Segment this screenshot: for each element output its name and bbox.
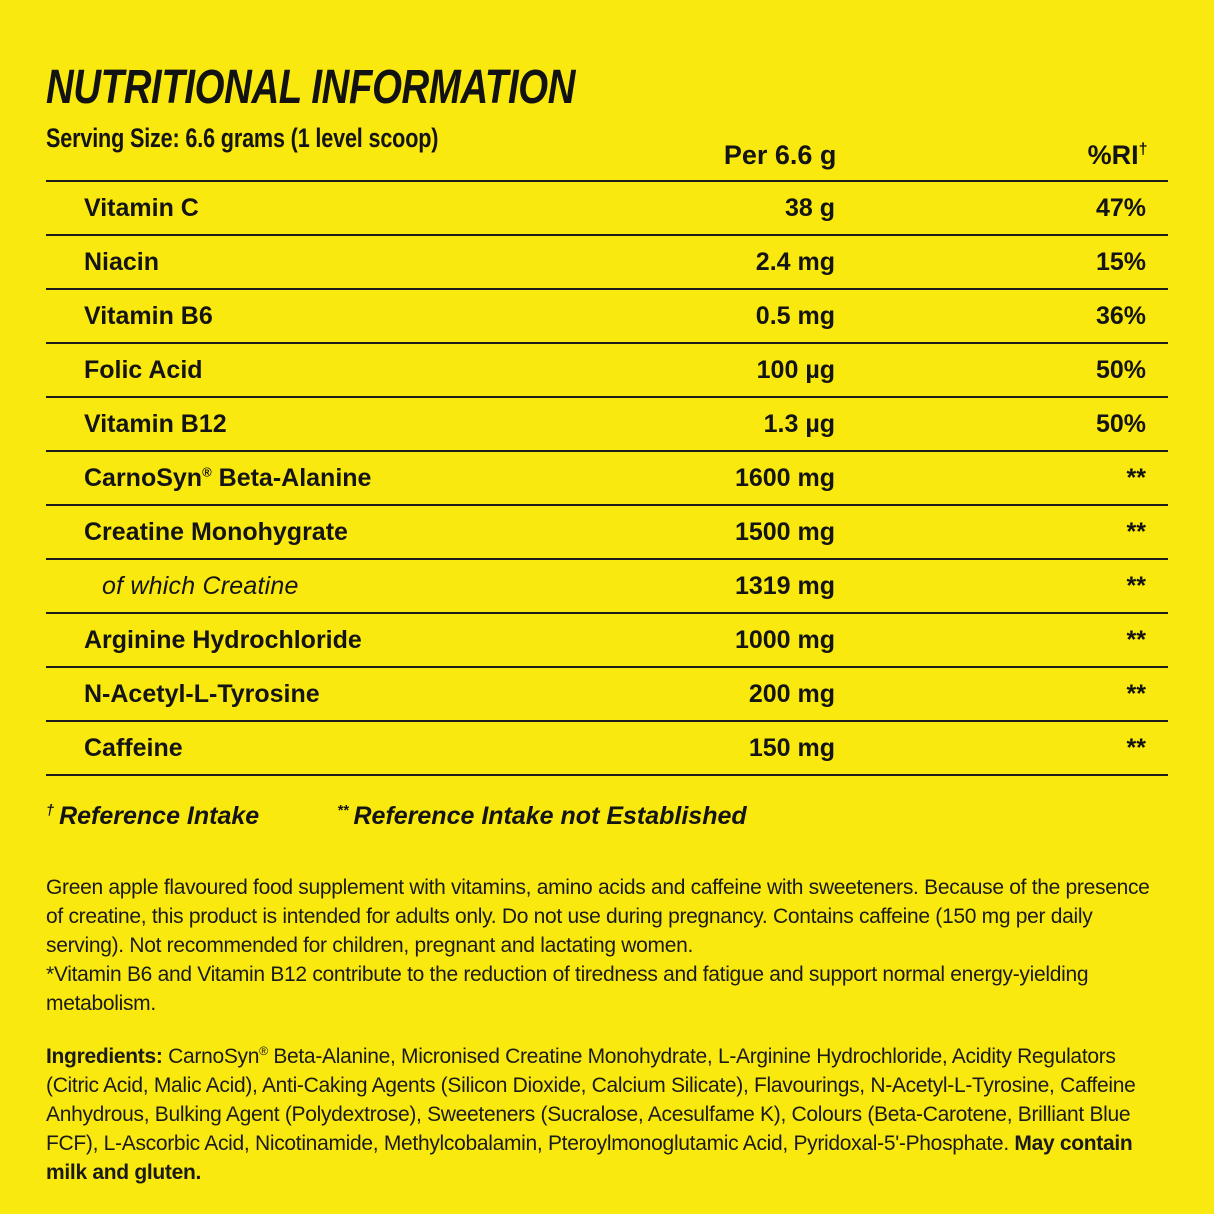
ingredients-paragraph <box>46 1042 1168 1187</box>
description-vitamin-note: *Vitamin B6 and Vitamin B12 contribute to the reduction of tiredness and fatigue and support normal energy-yielding metabolism. <box>46 963 1089 1015</box>
nutrient-ri: ** <box>1126 733 1146 762</box>
nutrient-name: Niacin <box>84 247 160 276</box>
asterisks-marker: ** <box>337 802 349 819</box>
nutrient-name: Vitamin C <box>84 193 199 222</box>
nutrient-ri: 50% <box>1095 409 1146 438</box>
dagger-marker: † <box>46 802 55 819</box>
table-row <box>46 614 1168 668</box>
page-title: NUTRITIONAL INFORMATION <box>46 61 576 114</box>
description-main: Green apple flavoured food supplement with vitamins, amino acids and caffeine with sweeteners. Because of the presence of creatine, this product is intended for adults only. Do not use during pregnancy. Contains caffeine (150 mg per daily serving). Not recommended for children, pregnant and lactating women. <box>46 876 1150 957</box>
column-header-ri <box>836 140 1169 180</box>
nutrient-amount: 1500 mg <box>734 517 835 546</box>
nutrient-name: Vitamin B6 <box>84 301 213 330</box>
nutrient-ri: 15% <box>1095 247 1146 276</box>
nutrient-ri: ** <box>1126 679 1146 708</box>
footnote-reference-intake <box>46 802 259 831</box>
column-header-amount <box>536 140 836 180</box>
nutrient-ri: 50% <box>1095 355 1146 384</box>
nutrient-name: Arginine Hydrochloride <box>84 625 362 654</box>
nutrient-ri: ** <box>1126 517 1146 546</box>
table-header-row <box>46 112 1168 182</box>
ri-header-label: %RI <box>1087 140 1139 170</box>
footnote-ri-not-established <box>337 802 746 831</box>
nutrient-ri: 47% <box>1095 193 1146 222</box>
table-row <box>46 452 1168 506</box>
table-row <box>46 560 1168 614</box>
table-row <box>46 290 1168 344</box>
table-row <box>46 398 1168 452</box>
nutrient-ri: 36% <box>1095 301 1146 330</box>
footnote-text: Reference Intake not Established <box>353 802 747 830</box>
amount-header-label: Per 6.6 g <box>723 140 837 170</box>
nutrient-amount: 1600 mg <box>734 463 835 492</box>
nutrient-name: CarnoSyn® Beta-Alanine <box>84 463 372 492</box>
nutrient-name: N-Acetyl-L-Tyrosine <box>84 679 320 708</box>
table-row <box>46 344 1168 398</box>
serving-size-cell <box>46 123 536 180</box>
nutrient-amount: 100 µg <box>756 355 835 384</box>
table-row <box>46 722 1168 776</box>
nutrient-amount: 200 mg <box>748 679 835 708</box>
nutrient-amount: 1319 mg <box>734 571 835 600</box>
nutrient-name: Vitamin B12 <box>84 409 227 438</box>
ingredients-label: Ingredients: <box>46 1045 163 1068</box>
footnotes <box>46 802 1168 831</box>
table-row <box>46 236 1168 290</box>
nutrient-amount: 1.3 µg <box>763 409 835 438</box>
ri-header-dagger: † <box>1138 141 1148 158</box>
table-row <box>46 506 1168 560</box>
allergen-note: May contain milk and gluten. <box>46 1132 1133 1184</box>
nutrient-ri: ** <box>1126 625 1146 654</box>
nutrition-table-body <box>46 182 1168 776</box>
nutrient-ri: ** <box>1126 571 1146 600</box>
nutrient-name: Caffeine <box>84 733 183 762</box>
table-row <box>46 668 1168 722</box>
ingredients-body: CarnoSyn® Beta-Alanine, Micronised Creatine Monohydrate, L-Arginine Hydrochloride, Acidity Regulators (Citric Acid, Malic Acid), Anti-Caking Agents (Silicon Dioxide, Calcium Silicate), Flavourings, N-Acetyl-L-Tyrosine, Caffeine Anhydrous, Bulking Agent (Polydextrose), Sweeteners (Sucralose, Acesulfame K), Colours (Beta-Carotene, Brilliant Blue FCF), L-Ascorbic Acid, Nicotinamide, Methylcobalamin, Pteroylmonoglutamic Acid, Pyridoxal-5'-Phosphate. <box>46 1044 1136 1155</box>
nutrient-amount: 0.5 mg <box>755 301 835 330</box>
footnote-text: Reference Intake <box>59 802 260 830</box>
serving-size-text: Serving Size: 6.6 grams (1 level scoop) <box>46 123 439 153</box>
nutrient-name: Folic Acid <box>84 355 203 384</box>
product-description <box>46 873 1168 1018</box>
table-row <box>46 182 1168 236</box>
nutrient-amount: 38 g <box>784 193 835 222</box>
nutrient-amount: 1000 mg <box>734 625 835 654</box>
nutrient-name: Creatine Monohygrate <box>84 517 348 546</box>
nutrient-amount: 150 mg <box>748 733 835 762</box>
nutrient-amount: 2.4 mg <box>755 247 835 276</box>
nutrient-name: of which Creatine <box>102 571 299 600</box>
nutrient-ri: ** <box>1126 463 1146 492</box>
